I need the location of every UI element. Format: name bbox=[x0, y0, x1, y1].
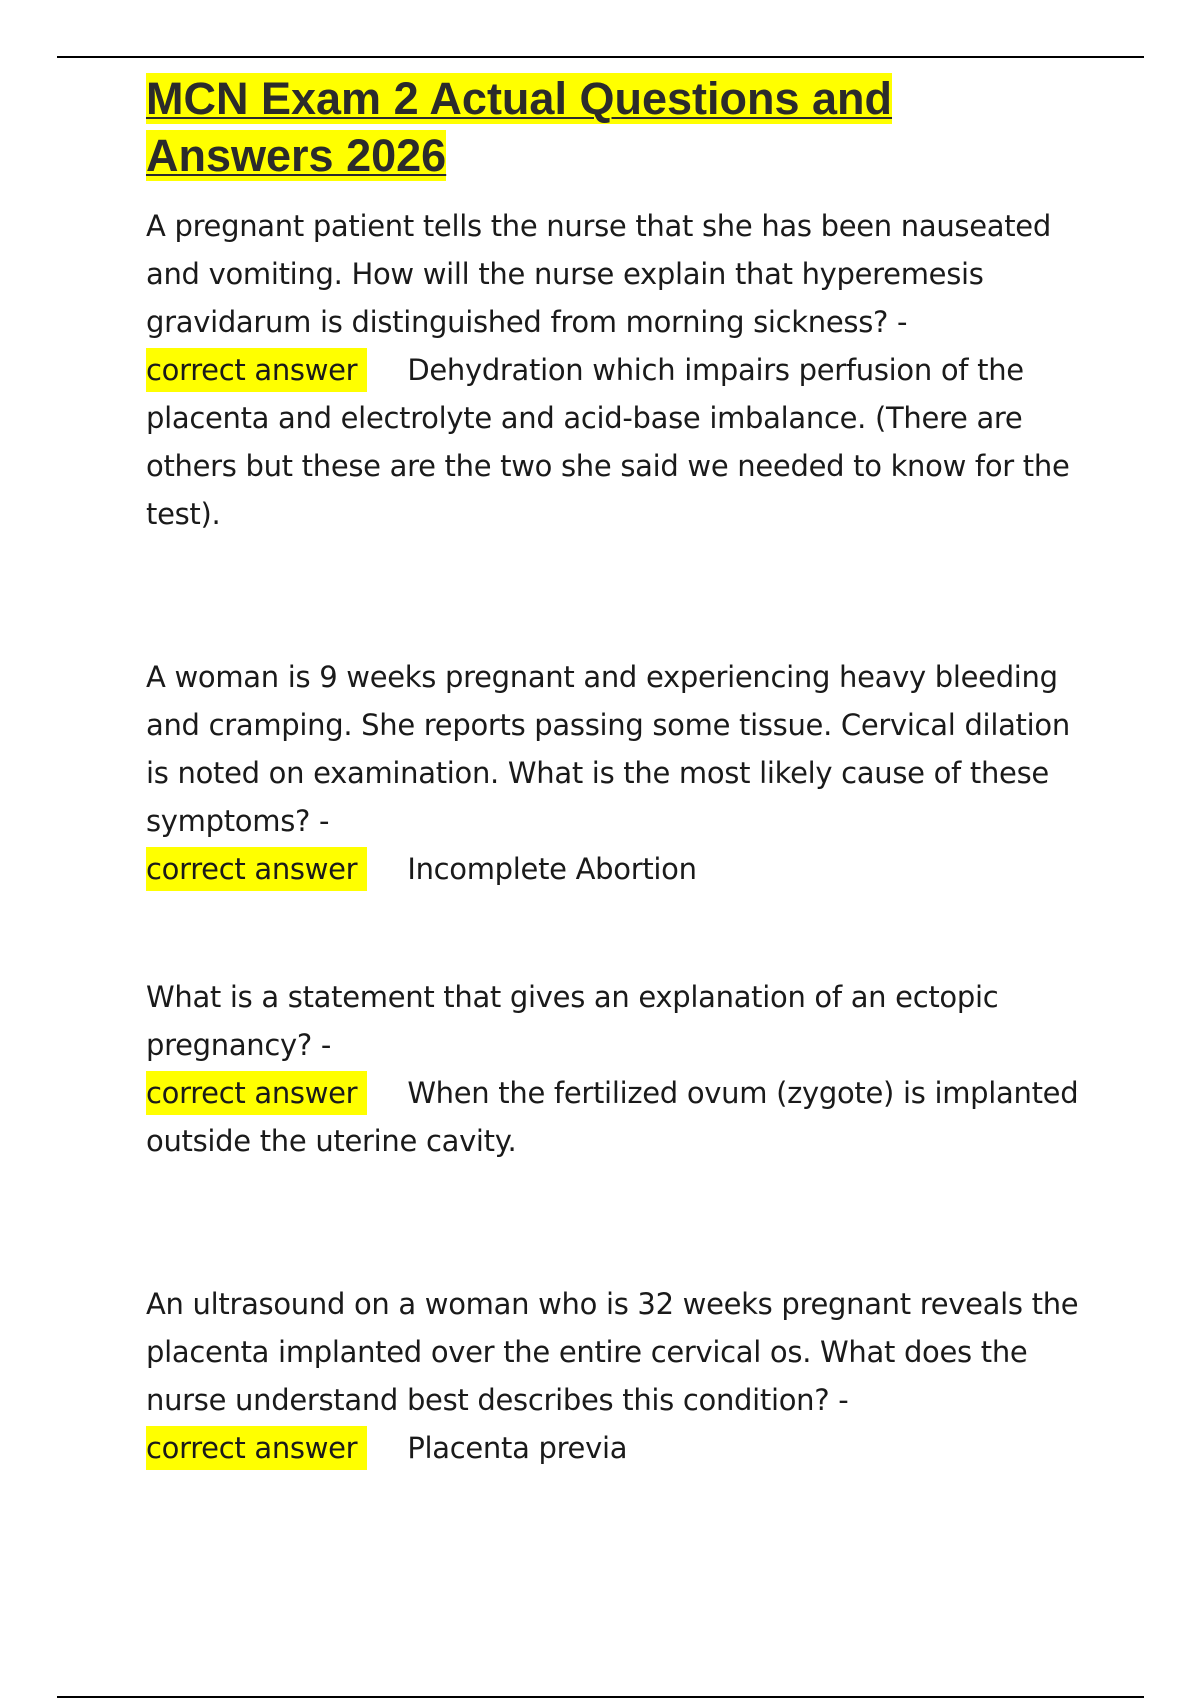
answer-text: Dehydration which impairs perfusion of the placenta and electrolyte and acid-base imbalance. (There are others but these are the two she said we needed to know for the test). bbox=[146, 353, 1070, 531]
qa-item-1 bbox=[146, 202, 1096, 538]
answer-text: Placenta previa bbox=[407, 1431, 628, 1465]
qa-item-2 bbox=[146, 653, 1096, 893]
answer-line bbox=[146, 845, 1096, 893]
question-text: A pregnant patient tells the nurse that she has been nauseated and vomiting. How will the nurse explain that hyperemesis gravidarum is distinguished from morning sickness? - bbox=[146, 209, 1051, 339]
answer-line bbox=[146, 1069, 1096, 1165]
question-text: An ultrasound on a woman who is 32 weeks pregnant reveals the placenta implanted over the entire cervical os. What does the nurse understand best describes this condition? - bbox=[146, 1287, 1079, 1417]
question-text: A woman is 9 weeks pregnant and experiencing heavy bleeding and cramping. She reports passing some tissue. Cervical dilation is noted on examination. What is the most likely cause of these symptoms? - bbox=[146, 660, 1070, 838]
answer-text: Incomplete Abortion bbox=[407, 852, 697, 886]
spacer bbox=[146, 538, 1096, 653]
bottom-rule bbox=[57, 1696, 1144, 1698]
answer-line bbox=[146, 346, 1096, 538]
question-text: What is a statement that gives an explanation of an ectopic pregnancy? - bbox=[146, 980, 999, 1062]
spacer bbox=[146, 893, 1096, 973]
qa-item-4 bbox=[146, 1280, 1096, 1472]
answer-line bbox=[146, 1424, 1096, 1472]
correct-answer-label: correct answer bbox=[146, 348, 367, 392]
qa-item-3 bbox=[146, 973, 1096, 1165]
correct-answer-label: correct answer bbox=[146, 1426, 367, 1470]
correct-answer-label: correct answer bbox=[146, 847, 367, 891]
spacer bbox=[146, 1165, 1096, 1280]
correct-answer-label: correct answer bbox=[146, 1071, 367, 1115]
answer-text: When the fertilized ovum (zygote) is implanted outside the uterine cavity. bbox=[146, 1076, 1079, 1158]
top-rule bbox=[57, 56, 1144, 58]
document-body bbox=[146, 70, 1096, 1472]
document-title: MCN Exam 2 Actual Questions and Answers 2026 bbox=[146, 73, 892, 181]
